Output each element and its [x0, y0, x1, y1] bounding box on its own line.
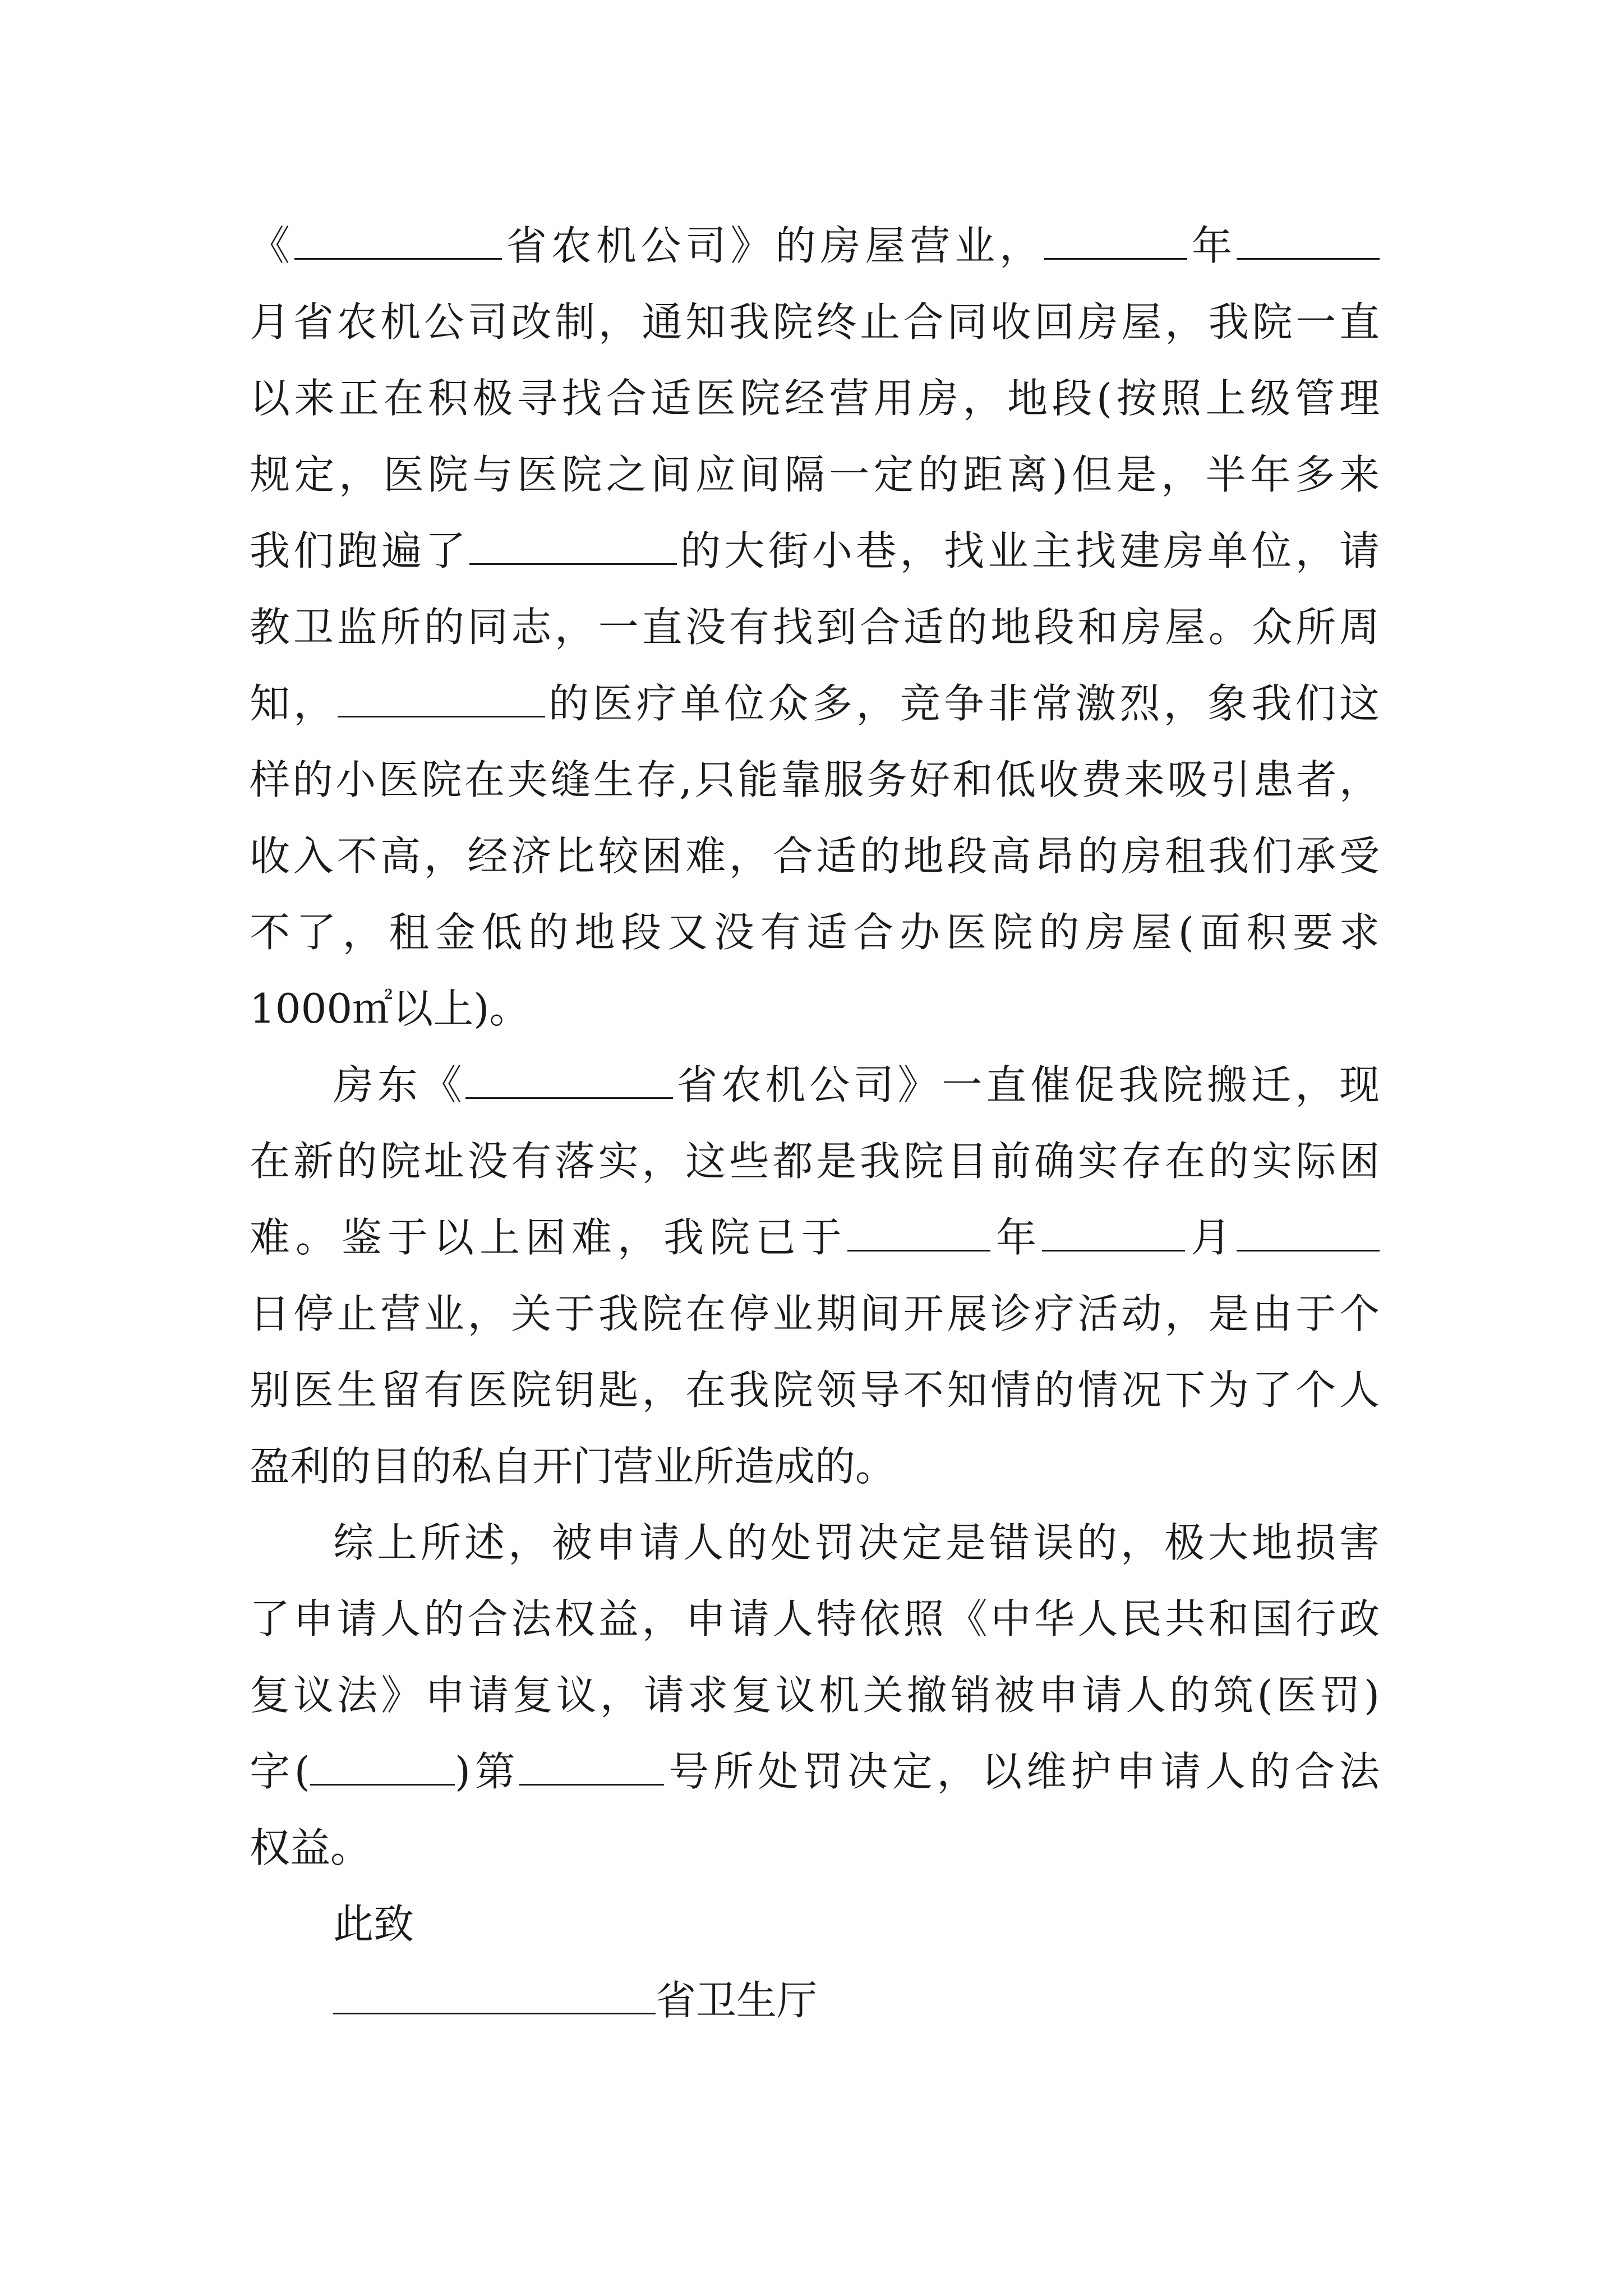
text-line: 别医生留有医院钥匙，在我院领导不知情的情况下为了个人: [250, 1366, 1380, 1414]
recipient-line: [333, 1962, 817, 2039]
text-segment: 年: [1187, 222, 1237, 269]
text-line: 教卫监所的同志，一直没有找到合适的地段和房屋。众所周: [250, 604, 1380, 651]
text-segment: 省农机公司》的房屋营业，: [501, 222, 1045, 269]
text-segment: 的大街小巷，找业主找建房单位，请: [676, 527, 1380, 574]
text-line: 收入不高，经济比较困难，合适的地段高昂的房租我们承受: [250, 832, 1380, 880]
fill-in-blank: [519, 1780, 664, 1786]
fill-in-blank: [1237, 255, 1380, 260]
text-line: 在新的院址没有落实，这些都是我院目前确实存在的实际困: [250, 1138, 1380, 1185]
fill-in-blank: [1044, 255, 1187, 260]
text-segment: 房东《: [333, 1061, 466, 1108]
text-line: [250, 208, 1380, 284]
text-line: [250, 665, 1380, 742]
text-line: 不了，租金低的地段又没有适合办医院的房屋(面积要求: [250, 909, 1380, 956]
text-line: 了申请人的合法权益，申请人特依照《中华人民共和国行政: [250, 1595, 1380, 1642]
text-line: 日停止营业，关于我院在停业期间开展诊疗活动，是由于个: [250, 1290, 1380, 1337]
text-segment: 省农机公司》一直催促我院搬迁，现: [673, 1061, 1380, 1108]
text-line: 综上所述，被申请人的处罚决定是错误的，极大地损害: [333, 1519, 1380, 1566]
text-segment: 年: [990, 1214, 1042, 1261]
text-line: [333, 1047, 1380, 1123]
fill-in-blank: [310, 1780, 455, 1786]
fill-in-blank: [1042, 1246, 1185, 1251]
text-line: [250, 1733, 1380, 1810]
text-line: 复议法》申请复议，请求复议机关撤销被申请人的筑(医罚): [250, 1672, 1380, 1719]
text-segment: 号所处罚决定，以维护申请人的合法: [664, 1748, 1380, 1795]
text-line: 1000㎡以上)。: [250, 985, 530, 1032]
fill-in-blank: [294, 255, 502, 260]
text-line: 以来正在积极寻找合适医院经营用房，地段(按照上级管理: [250, 375, 1380, 422]
fill-in-blank: [338, 712, 545, 717]
text-segment: 我们跑遍了: [250, 527, 469, 574]
text-line: 样的小医院在夹缝生存,只能靠服务好和低收费来吸引患者，: [250, 756, 1380, 803]
text-segment: 难。鉴于以上困难，我院已于: [250, 1214, 847, 1261]
text-line: [250, 513, 1380, 589]
fill-in-blank: [333, 2009, 656, 2014]
text-line: 规定，医院与医院之间应间隔一定的距离)但是，半年多来: [250, 451, 1380, 498]
fill-in-blank: [847, 1246, 990, 1251]
text-segment: 知，: [250, 680, 338, 727]
fill-in-blank: [465, 1094, 673, 1099]
text-line: [250, 1199, 1380, 1276]
text-segment: 《: [250, 222, 294, 269]
text-segment: 的医疗单位众多，竞争非常激烈，象我们这: [545, 680, 1380, 727]
closing-text: 此致: [333, 1901, 414, 1948]
fill-in-blank: [1237, 1246, 1380, 1251]
text-line: 权益。: [250, 1824, 371, 1871]
text-segment: )第: [454, 1748, 520, 1795]
recipient-name: 省卫生厅: [656, 1977, 818, 2024]
text-line: 盈利的目的私自开门营业所造成的。: [250, 1443, 896, 1490]
fill-in-blank: [469, 560, 677, 565]
text-segment: 月: [1184, 1214, 1237, 1261]
text-line: 月省农机公司改制，通知我院终止合同收回房屋，我院一直: [250, 298, 1380, 346]
text-segment: 字(: [250, 1748, 310, 1795]
